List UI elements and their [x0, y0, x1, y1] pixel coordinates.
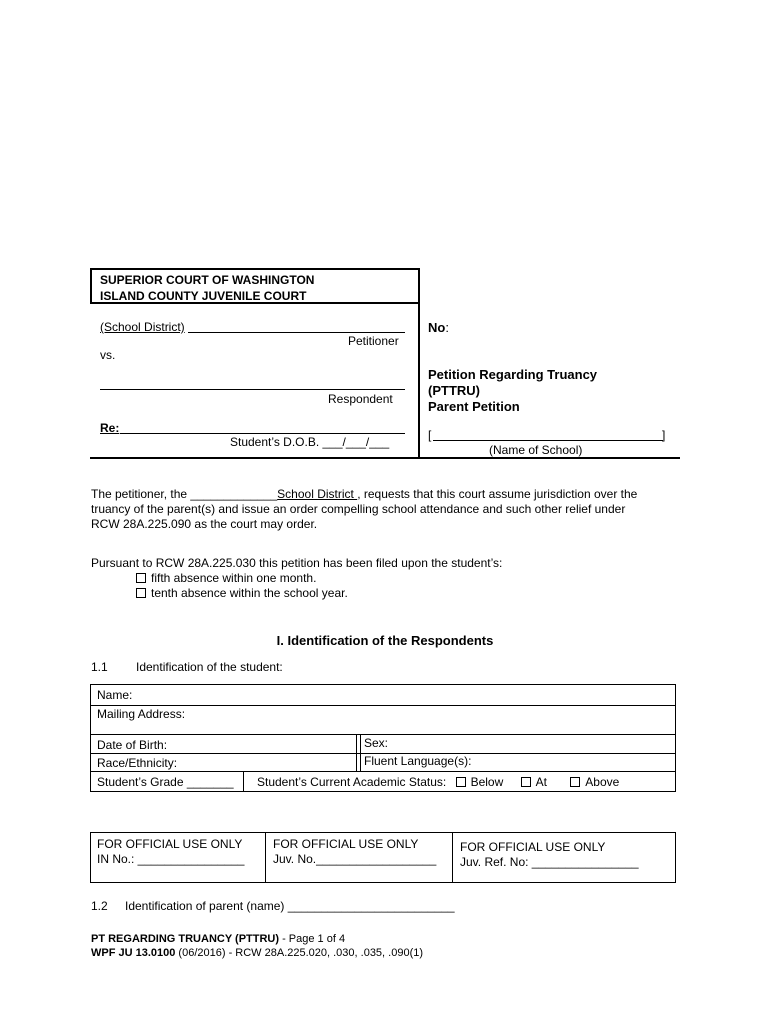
status-below-label: Below	[470, 775, 504, 789]
intro-blank: _____________	[190, 487, 278, 501]
case-number	[428, 320, 449, 335]
official-col3-title: FOR OFFICIAL USE ONLY	[460, 840, 606, 854]
intro-text-after: , requests that this court assume jurisdiction over the	[357, 487, 638, 501]
intro-paragraph	[91, 487, 691, 532]
court-name-line2: ISLAND COUNTY JUVENILE COURT	[100, 289, 307, 303]
footer-form-details: (06/2016) - RCW 28A.225.020, .030, .035, .090(1)	[175, 947, 424, 959]
subsection-label: Identification of the student:	[136, 660, 283, 674]
petitioner-name: (School District)	[100, 320, 185, 334]
date-of-birth-field[interactable]: Date of Birth:	[97, 738, 168, 752]
checkbox-icon[interactable]	[136, 588, 146, 598]
intro-line-1	[91, 487, 691, 502]
fluent-language-field[interactable]: Fluent Language(s):	[364, 754, 472, 768]
document-title-3: Parent Petition	[428, 399, 520, 414]
checkbox-icon[interactable]	[570, 777, 580, 787]
versus-text: vs.	[100, 348, 116, 362]
official-col2-title: FOR OFFICIAL USE ONLY	[273, 837, 419, 851]
footer-line-1	[91, 933, 345, 945]
mailing-address-field[interactable]: Mailing Address:	[97, 707, 186, 721]
court-name-line1: SUPERIOR COURT OF WASHINGTON	[100, 273, 315, 287]
petitioner-label: Petitioner	[348, 334, 399, 348]
juv-number-field[interactable]: Juv. No.__________________	[273, 852, 437, 866]
student-name-field[interactable]: Name:	[97, 688, 133, 702]
intro-district: School District	[277, 487, 358, 501]
re-line	[120, 433, 405, 434]
parent-name-field[interactable]: Identification of parent (name) _________________________	[125, 899, 455, 913]
status-at-label: At	[535, 775, 547, 789]
footer-form-number: WPF JU 13.0100	[91, 947, 176, 959]
footer-title: PT REGARDING TRUANCY (PTTRU)	[91, 933, 280, 945]
subsection-number: 1.1	[91, 660, 108, 674]
parent-number: 1.2	[91, 899, 108, 913]
checkbox-icon[interactable]	[521, 777, 531, 787]
court-header-box	[90, 268, 420, 304]
document-title-1: Petition Regarding Truancy	[428, 367, 598, 382]
student-identification-table	[90, 684, 676, 792]
status-above-option[interactable]	[570, 775, 619, 789]
student-grade-field[interactable]: Student’s Grade _______	[97, 775, 234, 789]
academic-status	[257, 775, 619, 789]
in-number-field[interactable]: IN No.: ________________	[97, 852, 245, 866]
petitioner-line	[188, 332, 405, 333]
official-use-table	[90, 832, 676, 883]
caption-bottom-rule	[90, 457, 680, 459]
option-fifth-label: fifth absence within one month.	[151, 571, 317, 585]
re-label: Re:	[100, 421, 120, 435]
school-name-line	[433, 440, 663, 441]
document-title-2: (PTTRU)	[428, 383, 480, 398]
status-above-label: Above	[585, 775, 620, 789]
academic-status-label: Student’s Current Academic Status:	[257, 775, 447, 789]
case-number-label: No	[428, 320, 446, 335]
case-number-colon: :	[445, 320, 449, 335]
official-col1-title: FOR OFFICIAL USE ONLY	[97, 837, 243, 851]
checkbox-icon[interactable]	[456, 777, 466, 787]
footer-page: - Page 1 of 4	[279, 933, 346, 945]
respondent-label: Respondent	[328, 392, 393, 406]
race-ethnicity-field[interactable]: Race/Ethnicity:	[97, 756, 178, 770]
footer-line-2	[91, 947, 423, 959]
intro-line-2: truancy of the parent(s) and issue an order compelling school attendance and such other relief under	[91, 502, 626, 516]
juv-ref-number-field[interactable]: Juv. Ref. No: ________________	[460, 855, 639, 869]
school-bracket-close: ]	[662, 428, 666, 442]
checkbox-icon[interactable]	[136, 573, 146, 583]
caption-divider	[418, 268, 420, 458]
status-at-option[interactable]	[521, 775, 547, 789]
school-name-label: (Name of School)	[489, 443, 583, 457]
sex-field[interactable]: Sex:	[364, 736, 389, 750]
school-bracket-open: [	[428, 428, 432, 442]
respondent-line	[100, 389, 405, 390]
status-below-option[interactable]	[456, 775, 504, 789]
intro-text-before: The petitioner, the	[91, 487, 191, 501]
option-tenth-label: tenth absence within the school year.	[151, 586, 348, 600]
section-heading: I. Identification of the Respondents	[276, 633, 494, 648]
pursuant-lead: Pursuant to RCW 28A.225.030 this petition has been filed upon the student’s:	[91, 556, 503, 570]
option-tenth-absence[interactable]	[136, 586, 348, 600]
student-dob: Student’s D.O.B. ___/___/___	[230, 435, 390, 449]
option-fifth-absence[interactable]	[136, 571, 316, 585]
intro-line-3: RCW 28A.225.090 as the court may order.	[91, 517, 318, 531]
